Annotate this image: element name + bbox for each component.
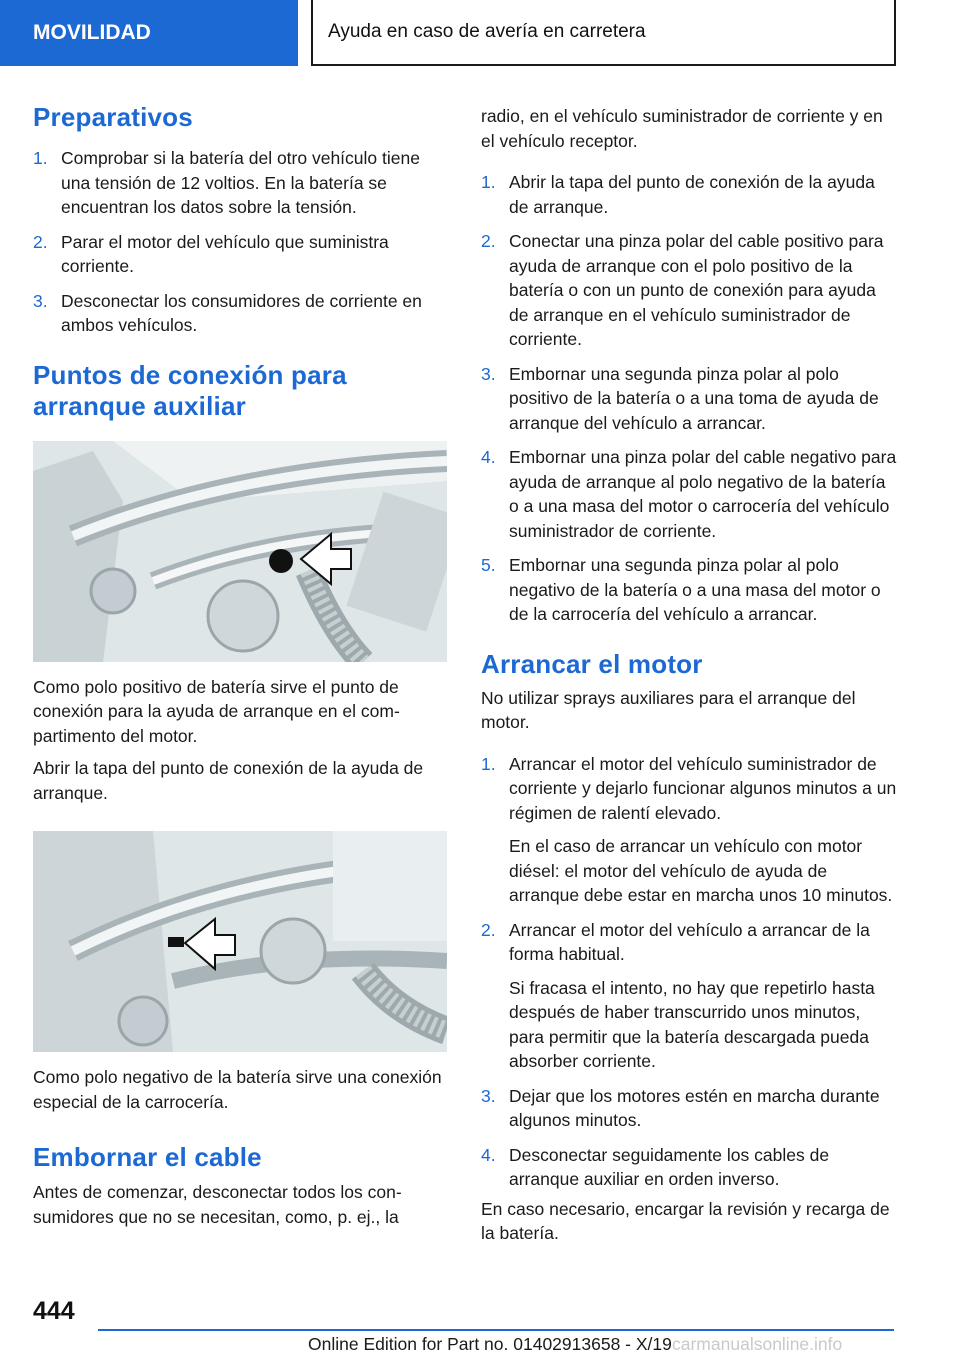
caption-positive-pole: Como polo positivo de batería sirve el punto de conexión para la ayuda de arranque en el compartimento del motor.: [33, 676, 400, 746]
cable-intro-continued: radio, en el vehículo suministrador de corriente y en el vehículo receptor.: [481, 106, 883, 151]
caption-negative-pole: Como polo negativo de la batería sirve una conexión especial de la carrocería.: [33, 1067, 442, 1112]
list-item: [33, 289, 449, 338]
step-number: 1.: [481, 753, 496, 774]
list-item: [481, 229, 897, 352]
step-text: Embornar una segunda pinza polar al polo positivo de la batería o a una toma de ayuda de arranque del vehículo a arrancar.: [509, 363, 879, 433]
right-column: [481, 104, 897, 1246]
step-text: Comprobar si la batería del otro vehículo tiene una tensión de 12 voltios. En la batería se encuentran los datos sobre la tensión.: [61, 148, 420, 217]
list-item: [33, 146, 449, 220]
header-section-tab: [0, 0, 298, 66]
step-text: Arrancar el motor del vehículo a arrancar de la forma habitual.: [509, 919, 870, 964]
step-subtext: En el caso de arrancar un vehículo con motor diésel: el motor del vehículo de ayuda de arranque debe estar en marcha unos 10 minutos.: [509, 836, 893, 905]
engine-illustration-negative: [33, 831, 447, 1052]
step-text: Desconectar los consumidores de corriente en ambos vehículos.: [61, 290, 422, 335]
footer-divider: [98, 1329, 894, 1331]
step-text: Embornar una pinza polar del cable negativo para ayuda de arranque al polo negativo de la batería o a una masa del motor o carrocería del vehículo suministrador de corriente.: [509, 447, 897, 541]
step-number: 2.: [33, 231, 48, 252]
list-item: [33, 230, 449, 279]
step-text: Conectar una pinza polar del cable positivo para ayuda de arranque con el polo positivo de la batería o con un punto de conexión para ayuda de arranque en el vehículo suministrador de corriente.: [509, 231, 884, 349]
step-number: 1.: [481, 172, 496, 192]
step-text: Abrir la tapa del punto de conexión de la ayuda de arranque.: [509, 172, 875, 217]
step-number: 5.: [481, 555, 496, 575]
list-item: [481, 553, 897, 627]
heading-embornar-cable: Embornar el cable: [33, 1142, 262, 1172]
list-item: [481, 1084, 897, 1133]
start-intro: No utilizar sprays auxiliares para el arranque del motor.: [481, 687, 856, 732]
step-number: 4.: [481, 1144, 496, 1165]
watermark: carmanualsonline.info: [672, 1334, 843, 1354]
step-number: 4.: [481, 447, 496, 467]
step-number: 1.: [33, 148, 48, 168]
list-item: [481, 445, 897, 543]
step-number: 2.: [481, 231, 496, 251]
list-item: [481, 362, 897, 436]
start-steps-list: [481, 752, 897, 1192]
header-chapter-label: Ayuda en caso de avería en carretera: [328, 21, 646, 42]
header-section-label: MOVILIDAD: [33, 21, 151, 44]
cable-steps-list: [481, 170, 897, 627]
step-text: Embornar una segunda pinza polar al polo negativo de la batería o a una masa del motor o de la carrocería del vehículo a arrancar.: [509, 555, 881, 624]
prep-steps-list: [33, 146, 449, 338]
step-subtext: Si fracasa el intento, no hay que repetirlo hasta después de haber transcurrido unos minutos, para permitir que la batería descargada pueda absorber corriente.: [509, 977, 875, 1071]
heading-preparativos: Preparativos: [33, 102, 193, 132]
edition-note: Online Edition for Part no. 01402913658 - X/19: [308, 1334, 672, 1354]
step-number: 2.: [481, 919, 496, 940]
step-text: Dejar que los motores estén en marcha durante algunos minutos.: [509, 1085, 880, 1130]
engine-photo-negative: [33, 831, 447, 1052]
page-number: 444: [33, 1297, 75, 1325]
list-item: [481, 170, 897, 219]
heading-puntos-conexion: Puntos de conexión para arranque auxiliar: [33, 359, 347, 421]
cable-intro: Antes de comenzar, desconectar todos los consumidores que no se necesitan, como, p. ej., la: [33, 1182, 402, 1227]
step-number: 3.: [481, 363, 496, 384]
left-column: [33, 98, 449, 1229]
step-text: Desconectar seguidamente los cables de arranque auxiliar en orden inverso.: [509, 1144, 830, 1189]
header-chapter-title: [311, 0, 896, 66]
caption-open-cover: Abrir la tapa del punto de conexión de la ayuda de arranque.: [33, 758, 424, 803]
engine-photo-positive: [33, 441, 447, 662]
step-number: 3.: [33, 290, 48, 311]
list-item: [481, 1143, 897, 1192]
step-text: Parar el motor del vehículo que suministra corriente.: [61, 231, 389, 276]
list-item: [481, 918, 897, 1074]
heading-arrancar-motor: Arrancar el motor: [481, 648, 703, 679]
step-text: Arrancar el motor del vehículo suministrador de corriente y dejarlo funcionar algunos minutos a un régimen de ralentí elevado.: [509, 753, 897, 823]
step-number: 3.: [481, 1085, 496, 1106]
engine-illustration-positive: [33, 441, 447, 662]
list-item: [481, 752, 897, 908]
closing-note: En caso necesario, encargar la revisión y recarga de la batería.: [481, 1198, 890, 1243]
